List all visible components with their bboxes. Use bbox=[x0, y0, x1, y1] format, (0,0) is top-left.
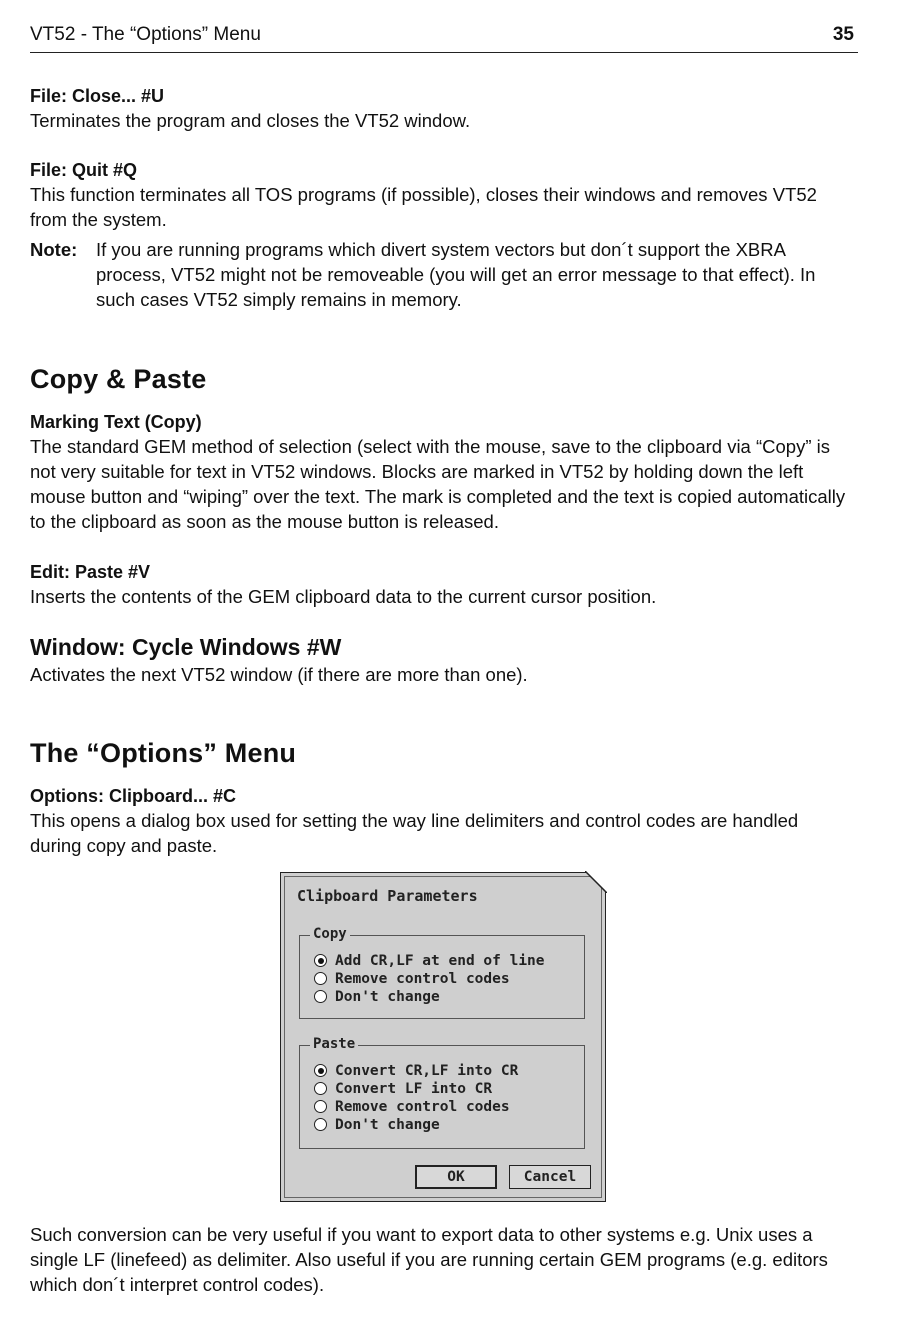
file-quit-note bbox=[30, 237, 855, 312]
radio-icon[interactable] bbox=[314, 990, 327, 1003]
section-options-menu bbox=[30, 736, 862, 770]
section-marking-text bbox=[30, 410, 862, 534]
closing-body: Such conversion can be very useful if you want to export data to other systems e.g. Unix uses a single LF (linefeed) as delimiter. Also useful if you are running certain GEM programs (e.g. editors which don´t interpret control codes). bbox=[30, 1224, 828, 1295]
file-quit-body: This function terminates all TOS programs (if possible), closes their windows and removes VT52 from the system. bbox=[30, 184, 817, 230]
paste-option-dont-change[interactable] bbox=[314, 1116, 440, 1133]
cancel-button[interactable]: Cancel bbox=[509, 1165, 591, 1189]
section-options-clipboard bbox=[30, 784, 862, 858]
option-label: Remove control codes bbox=[335, 1098, 510, 1115]
window-cycle-heading: Window: Cycle Windows #W bbox=[30, 634, 342, 660]
option-label: Convert LF into CR bbox=[335, 1080, 493, 1097]
option-label: Convert CR,LF into CR bbox=[335, 1062, 519, 1079]
copy-group-label: Copy bbox=[310, 926, 350, 942]
page-number: 35 bbox=[832, 24, 854, 45]
section-file-quit bbox=[30, 158, 862, 312]
option-label: Don't change bbox=[335, 1116, 440, 1133]
clipboard-parameters-dialog bbox=[280, 872, 606, 1202]
radio-icon[interactable] bbox=[314, 972, 327, 985]
section-file-close bbox=[30, 84, 862, 133]
dialog-title: Clipboard Parameters bbox=[297, 887, 478, 905]
options-menu-heading: The “Options” Menu bbox=[30, 738, 297, 768]
marking-heading: Marking Text (Copy) bbox=[30, 412, 202, 432]
copy-option-remove-codes[interactable] bbox=[314, 970, 510, 987]
ok-button[interactable]: OK bbox=[415, 1165, 497, 1189]
section-window-cycle bbox=[30, 632, 862, 687]
option-label: Add CR,LF at end of line bbox=[335, 952, 545, 969]
copy-option-add-crlf[interactable] bbox=[314, 952, 545, 969]
section-edit-paste bbox=[30, 560, 862, 609]
paste-group bbox=[299, 1036, 585, 1149]
note-text: If you are running programs which divert system vectors but don´t support the XBRA process, VT52 might not be removeable (you will get an error message to that effect). In such cases VT52 simply remains in memory. bbox=[96, 239, 816, 310]
radio-selected-icon[interactable] bbox=[314, 1064, 327, 1077]
option-label: Remove control codes bbox=[335, 970, 510, 987]
radio-selected-icon[interactable] bbox=[314, 954, 327, 967]
edit-paste-body: Inserts the contents of the GEM clipboard data to the current cursor position. bbox=[30, 586, 657, 607]
window-cycle-body: Activates the next VT52 window (if there are more than one). bbox=[30, 664, 528, 685]
radio-icon[interactable] bbox=[314, 1118, 327, 1131]
file-close-body: Terminates the program and closes the VT52 window. bbox=[30, 110, 471, 131]
copy-option-dont-change[interactable] bbox=[314, 988, 440, 1005]
radio-icon[interactable] bbox=[314, 1082, 327, 1095]
copy-group bbox=[299, 926, 585, 1019]
corner-fold-icon bbox=[585, 871, 607, 893]
paste-group-label: Paste bbox=[310, 1036, 358, 1052]
note-label: Note: bbox=[30, 239, 78, 260]
edit-paste-heading: Edit: Paste #V bbox=[30, 562, 151, 582]
paste-option-convert-lf[interactable] bbox=[314, 1080, 492, 1097]
file-quit-heading: File: Quit #Q bbox=[30, 160, 138, 180]
copy-paste-heading: Copy & Paste bbox=[30, 364, 207, 394]
page-header bbox=[30, 24, 858, 53]
file-close-heading: File: Close... #U bbox=[30, 86, 165, 106]
section-copy-paste bbox=[30, 362, 862, 396]
options-clipboard-body: This opens a dialog box used for setting the way line delimiters and control codes are handled during copy and paste. bbox=[30, 810, 799, 856]
running-title: VT52 - The “Options” Menu bbox=[30, 24, 261, 45]
option-label: Don't change bbox=[335, 988, 440, 1005]
paste-option-remove-codes[interactable] bbox=[314, 1098, 510, 1115]
section-closing bbox=[30, 1222, 862, 1297]
options-clipboard-heading: Options: Clipboard... #C bbox=[30, 786, 236, 806]
marking-body: The standard GEM method of selection (select with the mouse, save to the clipboard via “Copy” is not very suitable for text in VT52 windows. Blocks are marked in VT52 by holding down the left mouse button and “wiping” over the text. The mark is completed and the text is copied automatically to the clipboard as soon as the mouse button is released. bbox=[30, 436, 846, 532]
paste-option-convert-crlf[interactable] bbox=[314, 1062, 518, 1079]
radio-icon[interactable] bbox=[314, 1100, 327, 1113]
